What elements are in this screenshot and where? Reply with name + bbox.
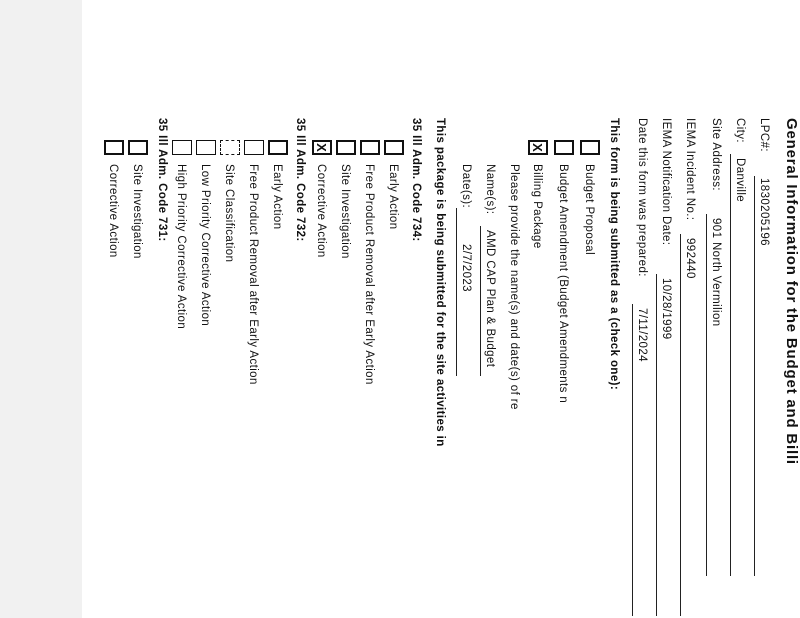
iema-notification-label: IEMA Notification Date: [660, 118, 672, 246]
code-731-heading: 35 Ill Adm. Code 731: [156, 118, 168, 242]
dates-underline [456, 208, 457, 376]
iema-notification-underline [656, 274, 657, 616]
code731-item-site-investigation: Site Investigation [131, 164, 143, 259]
names-underline [480, 226, 481, 376]
provide-instructions: Please provide the name(s) and date(s) of re [508, 164, 520, 410]
checked-mark: X [530, 143, 546, 152]
code734-item-early-action: Early Action [387, 164, 399, 230]
checked-mark: X [314, 143, 330, 152]
iema-incident-label: IEMA Incident No.: [684, 118, 696, 221]
lpc-underline [754, 176, 755, 576]
names-value: AMD CAP Plan & Budget [484, 230, 496, 368]
lpc-label: LPC#: [758, 118, 770, 152]
code732-early-action-checkbox[interactable] [268, 140, 288, 155]
code732-free-product-checkbox[interactable] [244, 140, 264, 155]
code731-item-corrective-action: Corrective Action [107, 164, 119, 258]
code732-item-low-priority: Low Priority Corrective Action [199, 164, 211, 327]
code732-item-high-priority: High Priority Corrective Action [175, 164, 187, 330]
dates-label: Date(s): [460, 164, 472, 209]
city-underline [730, 154, 731, 576]
iema-incident-underline [680, 234, 681, 616]
city-label: City: [734, 118, 746, 143]
site-address-label: Site Address: [710, 118, 722, 191]
budget-proposal-label: Budget Proposal [583, 164, 595, 256]
submission-heading: This form is being submitted as a (check one): [608, 118, 620, 391]
code-734-heading: 35 Ill Adm. Code 734: [410, 118, 422, 242]
package-heading: This package is being submitted for the site activities in [434, 118, 446, 447]
code732-item-site-classification: Site Classification [223, 164, 235, 263]
site-address-value: 901 North Vermilion [710, 218, 722, 327]
billing-package-label: Billing Package [531, 164, 543, 249]
date-prepared-underline [632, 304, 633, 616]
code732-site-classification-checkbox[interactable] [220, 140, 240, 155]
code734-site-investigation-checkbox[interactable] [336, 140, 356, 155]
code732-low-priority-checkbox[interactable] [196, 140, 216, 155]
code734-item-corrective-action: Corrective Action [315, 164, 327, 258]
date-prepared-label: Date this form was prepared: [636, 118, 648, 277]
code734-free-product-checkbox[interactable] [360, 140, 380, 155]
dates-value: 2/7/2023 [460, 244, 472, 292]
budget-billing-form [0, 118, 800, 618]
code-732-heading: 35 Ill Adm. Code 732: [294, 118, 306, 242]
code734-item-free-product: Free Product Removal after Early Action [363, 164, 375, 385]
iema-notification-value: 10/28/1999 [660, 278, 672, 340]
code734-corrective-action-checkbox[interactable] [312, 140, 332, 155]
city-value: Danville [734, 158, 746, 203]
budget-amendment-checkbox[interactable] [554, 140, 574, 155]
lpc-value: 1830205196 [758, 178, 770, 246]
code734-early-action-checkbox[interactable] [384, 140, 404, 155]
billing-package-checkbox[interactable] [528, 140, 548, 155]
code732-item-early-action: Early Action [271, 164, 283, 230]
form-title: General Information for the Budget and Billi [783, 118, 800, 465]
site-address-underline [706, 214, 707, 576]
names-label: Name(s): [484, 164, 496, 215]
budget-proposal-checkbox[interactable] [580, 140, 600, 155]
code732-high-priority-checkbox[interactable] [172, 140, 192, 155]
budget-amendment-label: Budget Amendment (Budget Amendments n [557, 164, 569, 404]
code731-corrective-action-checkbox[interactable] [104, 140, 124, 155]
iema-incident-value: 992440 [684, 238, 696, 279]
code732-item-free-product: Free Product Removal after Early Action [247, 164, 259, 385]
date-prepared-value: 7/11/2024 [636, 308, 648, 362]
code731-site-investigation-checkbox[interactable] [128, 140, 148, 155]
code734-item-site-investigation: Site Investigation [339, 164, 351, 259]
